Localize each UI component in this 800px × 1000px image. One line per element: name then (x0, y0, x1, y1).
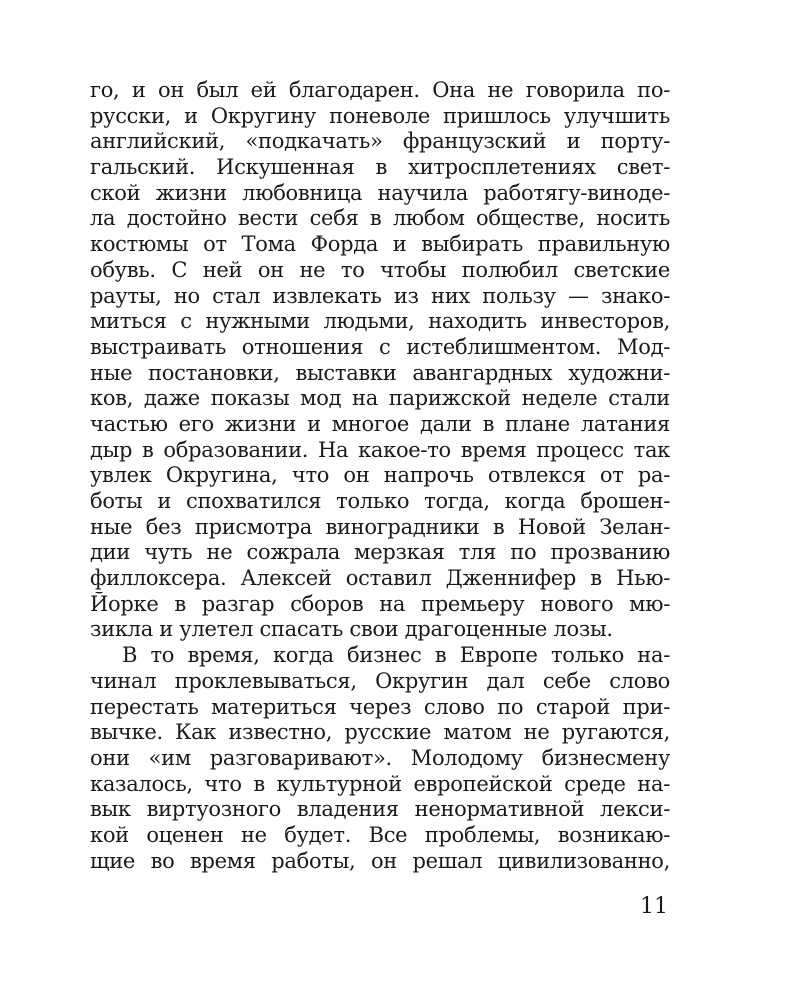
text-line: чинал проклевываться, Округин дал себе слово (90, 668, 670, 693)
text-line: щие во время работы, он решал цивилизованно, (90, 848, 670, 873)
text-line: боты и спохватился только тогда, когда брошен- (90, 489, 670, 513)
text-line: частью его жизни и многое дали в плане латания (90, 411, 670, 436)
text-line: вычке. Как известно, русские матом не ругаются, (90, 720, 670, 745)
text-line: В то время, когда бизнес в Европе только на- (122, 643, 670, 668)
text-line: увлек Округина, что он напрочь отвлекся от ра- (90, 463, 670, 488)
text-line: английский, «подкачать» французский и порту- (90, 129, 670, 154)
page-number: 11 (640, 894, 668, 919)
text-line: го, и он был ей благодарен. Она не говорила по- (90, 78, 670, 102)
text-line: русски, и Округину поневоле пришлось улучшить (90, 103, 670, 128)
text-line: ные без присмотра виноградники в Новой Зелан- (90, 514, 670, 539)
text-line: гальский. Искушенная в хитросплетениях свет- (90, 155, 670, 180)
text-line: они «им разговаривают». Молодому бизнесмену (90, 745, 670, 770)
text-line: ков, даже показы мод на парижской неделе стали (90, 386, 670, 411)
text-line: миться с нужными людьми, находить инвесторов, (90, 309, 670, 334)
text-line: кой оценен не будет. Все проблемы, возникаю- (90, 822, 670, 847)
body-text (90, 78, 670, 874)
text-line: выстраивать отношения с истеблишментом. Мод- (90, 334, 670, 359)
text-line: обувь. С ней он не то чтобы полюбил светские (90, 257, 670, 282)
paragraph-1 (90, 78, 670, 643)
text-line: костюмы от Тома Форда и выбирать правильную (90, 232, 670, 257)
paragraph-2 (90, 643, 670, 874)
text-line: филлоксера. Алексей оставил Дженнифер в Нью- (90, 566, 670, 591)
text-line: дыр в образовании. На какое-то время процесс так (90, 437, 670, 462)
text-line: ской жизни любовница научила работягу-виноде- (90, 180, 670, 205)
text-line: казалось, что в культурной европейской среде на- (90, 771, 670, 796)
text-line: Йорке в разгар сборов на премьеру нового мю- (90, 591, 670, 616)
text-line: дии чуть не сожрала мерзкая тля по прозванию (90, 540, 670, 565)
text-line: ные постановки, выставки авангардных художни- (90, 360, 670, 385)
text-line: вык виртуозного владения ненормативной лекси- (90, 797, 670, 822)
text-line: рауты, но стал извлекать из них пользу — знако- (90, 283, 670, 308)
text-line: зикла и улетел спасать свои драгоценные лозы. (90, 617, 613, 642)
text-line: перестать материться через слово по старой при- (90, 694, 670, 719)
text-line: ла достойно вести себя в любом обществе, носить (90, 206, 670, 231)
